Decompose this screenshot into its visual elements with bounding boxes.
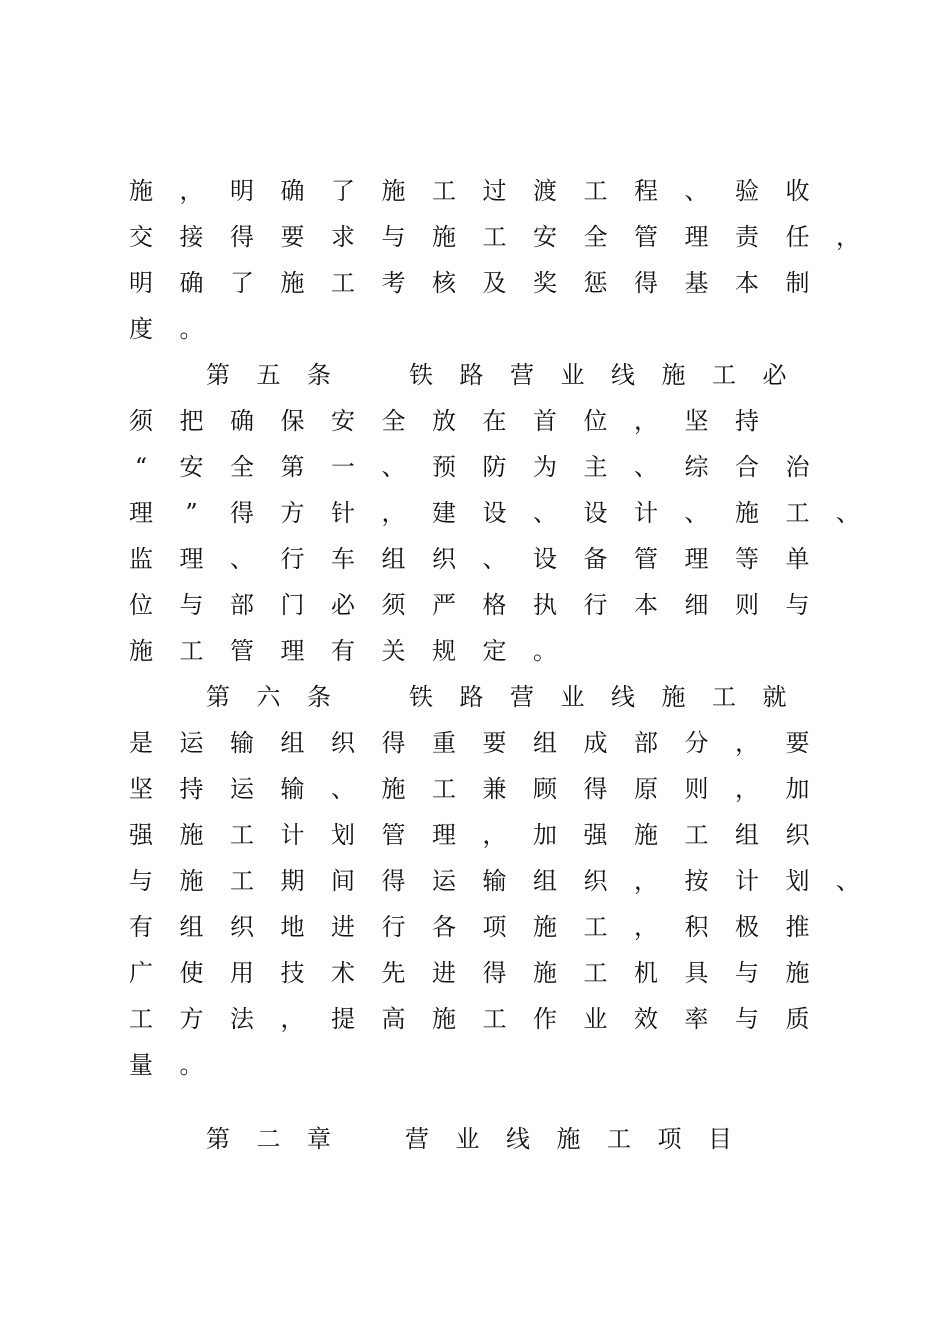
text-char: 考 (381, 269, 406, 297)
text-char: 第 (206, 1125, 230, 1153)
text-char: 理 (280, 637, 305, 665)
text-char: 分 (684, 729, 709, 757)
text-char: 执 (533, 591, 557, 619)
text-char: 路 (459, 361, 484, 389)
text-char: 、 (634, 453, 658, 481)
text-char: 惩 (583, 269, 608, 297)
text-char: 推 (785, 913, 810, 941)
text-char: 计 (634, 499, 658, 527)
text-char: 、 (331, 775, 355, 803)
text-char: 原 (634, 775, 658, 803)
text-char: 得 (230, 499, 254, 527)
chapter-title (0, 1124, 950, 1170)
text-char: 门 (280, 591, 305, 619)
text-char: 治 (785, 453, 810, 481)
text-char: 施 (533, 913, 557, 941)
text-line (0, 222, 950, 268)
text-char: ， (634, 867, 658, 895)
text-char: 业 (583, 1005, 608, 1033)
text-char: 任 (785, 223, 810, 251)
text-char: 监 (129, 545, 153, 573)
text-char: 得 (634, 269, 658, 297)
text-char: 合 (735, 453, 759, 481)
text-char: 要 (280, 223, 305, 251)
text-char: 就 (762, 683, 787, 711)
text-char: 先 (381, 959, 406, 987)
text-char: 织 (583, 867, 608, 895)
text-char: 五 (256, 361, 281, 389)
text-char: 。 (179, 315, 204, 343)
text-char: 组 (533, 729, 557, 757)
text-char: 织 (230, 913, 254, 941)
text-char: 具 (684, 959, 709, 987)
text-char: 交 (129, 223, 153, 251)
text-char: 期 (280, 867, 305, 895)
text-char: 设 (583, 499, 608, 527)
text-char: 施 (129, 177, 153, 205)
text-char: 理 (684, 223, 709, 251)
text-char: 。 (179, 1051, 204, 1079)
text-char: 加 (533, 821, 557, 849)
text-char: 建 (432, 499, 456, 527)
text-char: 项 (482, 913, 507, 941)
text-char: 关 (381, 637, 406, 665)
text-char: 有 (129, 913, 153, 941)
text-char: 划 (331, 821, 355, 849)
text-char: ， (836, 223, 860, 251)
text-char: 线 (611, 683, 635, 711)
text-char: 。 (533, 637, 557, 665)
text-char: 运 (432, 867, 456, 895)
text-char: 得 (583, 775, 608, 803)
text-char: 放 (432, 407, 456, 435)
text-char: 度 (129, 315, 153, 343)
text-char: 顾 (533, 775, 557, 803)
text-char: 工 (712, 683, 736, 711)
text-line (0, 728, 950, 774)
text-char: 业 (560, 361, 585, 389)
text-char: 术 (331, 959, 355, 987)
text-char: 管 (634, 223, 658, 251)
text-char: 营 (510, 683, 534, 711)
text-char: 及 (482, 269, 507, 297)
text-char: 组 (179, 913, 204, 941)
text-char: 计 (735, 867, 759, 895)
text-char: 制 (785, 269, 810, 297)
text-char: 第 (280, 453, 305, 481)
text-char: 则 (684, 775, 709, 803)
text-line (0, 314, 950, 360)
text-char: 与 (735, 1005, 759, 1033)
text-char: 、 (836, 499, 860, 527)
text-char: ， (634, 407, 658, 435)
text-char: 全 (381, 407, 406, 435)
text-char: 施 (661, 361, 686, 389)
text-char: 安 (179, 453, 204, 481)
text-char: 奖 (533, 269, 557, 297)
text-char: 线 (506, 1125, 530, 1153)
text-char: 确 (280, 177, 305, 205)
text-char: 确 (179, 269, 204, 297)
text-char: 必 (331, 591, 355, 619)
text-char: 按 (684, 867, 709, 895)
text-char: ， (179, 177, 204, 205)
text-char: 严 (432, 591, 456, 619)
text-char: 把 (179, 407, 204, 435)
text-char: 高 (381, 1005, 406, 1033)
text-char: 工 (583, 959, 608, 987)
text-char: 工 (482, 1005, 507, 1033)
text-char: 得 (482, 959, 507, 987)
text-char: 工 (230, 867, 254, 895)
text-line (0, 268, 950, 314)
text-char: 效 (634, 1005, 658, 1033)
text-char: 核 (432, 269, 456, 297)
text-char: 要 (482, 729, 507, 757)
text-line (0, 590, 950, 636)
text-char: 运 (179, 729, 204, 757)
text-char: 加 (785, 775, 810, 803)
text-char: ， (634, 913, 658, 941)
text-char: 行 (381, 913, 406, 941)
text-char: 管 (230, 637, 254, 665)
text-char: 与 (381, 223, 406, 251)
text-line (0, 958, 950, 1004)
text-char: 量 (129, 1051, 153, 1079)
text-char: 使 (179, 959, 204, 987)
text-char: 输 (280, 775, 305, 803)
text-char: 组 (735, 821, 759, 849)
text-char: 设 (533, 545, 557, 573)
text-char: 主 (583, 453, 608, 481)
text-char: 章 (307, 1125, 331, 1153)
text-char: 持 (735, 407, 759, 435)
text-char: 责 (735, 223, 759, 251)
text-char: 施 (280, 269, 305, 297)
text-char: 营 (510, 361, 534, 389)
text-char: 车 (331, 545, 355, 573)
text-char: 收 (785, 177, 810, 205)
text-line (0, 176, 950, 222)
text-char: 方 (179, 1005, 204, 1033)
text-char: 、 (230, 545, 254, 573)
text-char: 细 (684, 591, 709, 619)
text-char: 、 (836, 867, 860, 895)
text-char: 明 (230, 177, 254, 205)
text-char: 二 (256, 1125, 281, 1153)
text-char: 强 (129, 821, 153, 849)
text-char: 单 (785, 545, 810, 573)
text-char: 施 (381, 177, 406, 205)
text-char: 施 (381, 775, 406, 803)
text-line (0, 912, 950, 958)
text-char: 与 (179, 591, 204, 619)
text-char: 业 (560, 683, 585, 711)
text-char: 项 (657, 1125, 682, 1153)
text-char: 极 (735, 913, 759, 941)
text-char: 兼 (482, 775, 507, 803)
text-char: 坚 (129, 775, 153, 803)
text-char: 各 (432, 913, 456, 941)
text-char: 须 (129, 407, 153, 435)
text-char: 本 (735, 269, 759, 297)
text-char: ， (735, 729, 759, 757)
text-char: 路 (459, 683, 484, 711)
text-char: ， (735, 775, 759, 803)
text-char: 理 (129, 499, 153, 527)
text-char: 织 (432, 545, 456, 573)
text-line (0, 498, 950, 544)
text-char: 必 (762, 361, 787, 389)
text-char: 工 (684, 821, 709, 849)
text-char: 管 (634, 545, 658, 573)
text-char: 在 (482, 407, 507, 435)
text-line (0, 544, 950, 590)
text-char: 六 (256, 683, 281, 711)
text-char: 、 (533, 499, 557, 527)
text-char: 、 (381, 453, 406, 481)
text-char: 渡 (533, 177, 557, 205)
text-char: 第 (206, 361, 230, 389)
text-line (0, 360, 950, 406)
text-char: 工 (432, 775, 456, 803)
text-char: 组 (533, 867, 557, 895)
text-line (0, 774, 950, 820)
text-char: 施 (785, 959, 810, 987)
text-char: 首 (533, 407, 557, 435)
text-char: 全 (230, 453, 254, 481)
text-char: 则 (735, 591, 759, 619)
text-char: 织 (785, 821, 810, 849)
text-char: ， (381, 499, 406, 527)
text-char: 工 (583, 177, 608, 205)
text-line (0, 406, 950, 452)
text-char: 坚 (684, 407, 709, 435)
text-char: 运 (230, 775, 254, 803)
text-char: 验 (735, 177, 759, 205)
text-char: 工 (432, 177, 456, 205)
text-char: 组 (381, 545, 406, 573)
text-char: 、 (482, 545, 507, 573)
text-char: 施 (179, 821, 204, 849)
text-char: 输 (230, 729, 254, 757)
text-char: 全 (583, 223, 608, 251)
text-char: 理 (179, 545, 204, 573)
text-char: 施 (129, 637, 153, 665)
text-char: ， (280, 1005, 305, 1033)
text-char: ， (482, 821, 507, 849)
text-char: 安 (331, 407, 355, 435)
text-char: 施 (533, 959, 557, 987)
text-char: 业 (455, 1125, 480, 1153)
text-char: 地 (280, 913, 305, 941)
text-char: 营 (405, 1125, 429, 1153)
text-char: 得 (230, 223, 254, 251)
text-char: 质 (785, 1005, 810, 1033)
text-char: 程 (634, 177, 658, 205)
text-char: 持 (179, 775, 204, 803)
text-char: 定 (482, 637, 507, 665)
text-char: 备 (583, 545, 608, 573)
text-char: 机 (634, 959, 658, 987)
text-char: 接 (179, 223, 204, 251)
text-char: 施 (432, 1005, 456, 1033)
text-char: 施 (179, 867, 204, 895)
text-char: 工 (712, 361, 736, 389)
text-char: 工 (179, 637, 204, 665)
text-char: 等 (735, 545, 759, 573)
text-char: 铁 (409, 683, 433, 711)
text-line (0, 820, 950, 866)
text-char: 工 (331, 269, 355, 297)
text-char: 安 (533, 223, 557, 251)
text-char: 计 (280, 821, 305, 849)
text-char: 了 (230, 269, 254, 297)
text-char: 输 (482, 867, 507, 895)
text-char: “ (134, 453, 148, 481)
text-char: 工 (785, 499, 810, 527)
text-char: 用 (230, 959, 254, 987)
text-char: 方 (280, 499, 305, 527)
text-char: 为 (533, 453, 557, 481)
text-char: 须 (381, 591, 406, 619)
text-char: 理 (684, 545, 709, 573)
text-char: 成 (583, 729, 608, 757)
text-char: 与 (129, 867, 153, 895)
text-char: 法 (230, 1005, 254, 1033)
text-char: 防 (482, 453, 507, 481)
text-char: 广 (129, 959, 153, 987)
text-char: 了 (331, 177, 355, 205)
text-char: 、 (684, 177, 709, 205)
text-char: 间 (331, 867, 355, 895)
text-char: 划 (785, 867, 810, 895)
text-char: 位 (583, 407, 608, 435)
text-char: 与 (785, 591, 810, 619)
text-char: 管 (381, 821, 406, 849)
text-char: 本 (634, 591, 658, 619)
text-char: 与 (735, 959, 759, 987)
text-char: 综 (684, 453, 709, 481)
text-char: 重 (432, 729, 456, 757)
text-char: 预 (432, 453, 456, 481)
text-char: 施 (556, 1125, 581, 1153)
text-char: 铁 (409, 361, 433, 389)
text-char: 强 (583, 821, 608, 849)
text-char: 行 (280, 545, 305, 573)
text-char: 施 (634, 821, 658, 849)
text-char: 工 (607, 1125, 631, 1153)
text-char: 工 (129, 1005, 153, 1033)
text-char: 理 (432, 821, 456, 849)
text-char: 工 (482, 223, 507, 251)
text-char: 提 (331, 1005, 355, 1033)
text-char: 有 (331, 637, 355, 665)
text-line (0, 452, 950, 498)
text-char: 线 (611, 361, 635, 389)
text-char: 行 (583, 591, 608, 619)
text-line (0, 1004, 950, 1050)
text-char: 施 (661, 683, 686, 711)
text-char: 得 (381, 729, 406, 757)
text-char: 是 (129, 729, 153, 757)
text-char: 得 (381, 867, 406, 895)
text-char: 针 (331, 499, 355, 527)
text-char: 、 (684, 499, 709, 527)
text-char: 确 (230, 407, 254, 435)
text-char: ” (185, 499, 198, 527)
text-char: 条 (307, 683, 331, 711)
text-char: 部 (634, 729, 658, 757)
text-char: 条 (307, 361, 331, 389)
text-char: 工 (583, 913, 608, 941)
text-char: 作 (533, 1005, 557, 1033)
text-char: 织 (331, 729, 355, 757)
text-char: 求 (331, 223, 355, 251)
text-char: 进 (331, 913, 355, 941)
text-char: 规 (432, 637, 456, 665)
text-char: 保 (280, 407, 305, 435)
text-char: 明 (129, 269, 153, 297)
text-char: 积 (684, 913, 709, 941)
text-line (0, 636, 950, 682)
text-char: 工 (230, 821, 254, 849)
text-char: 格 (482, 591, 507, 619)
text-char: 过 (482, 177, 507, 205)
text-char: 施 (735, 499, 759, 527)
text-char: 组 (280, 729, 305, 757)
text-line (0, 682, 950, 728)
text-line (0, 866, 950, 912)
text-char: 施 (432, 223, 456, 251)
text-char: 目 (708, 1125, 732, 1153)
text-char: 第 (206, 683, 230, 711)
text-char: 技 (280, 959, 305, 987)
text-line (0, 1050, 950, 1096)
text-char: 要 (785, 729, 810, 757)
text-char: 一 (331, 453, 355, 481)
text-char: 位 (129, 591, 153, 619)
text-char: 率 (684, 1005, 709, 1033)
text-char: 部 (230, 591, 254, 619)
text-char: 进 (432, 959, 456, 987)
text-char: 基 (684, 269, 709, 297)
text-char: 设 (482, 499, 507, 527)
